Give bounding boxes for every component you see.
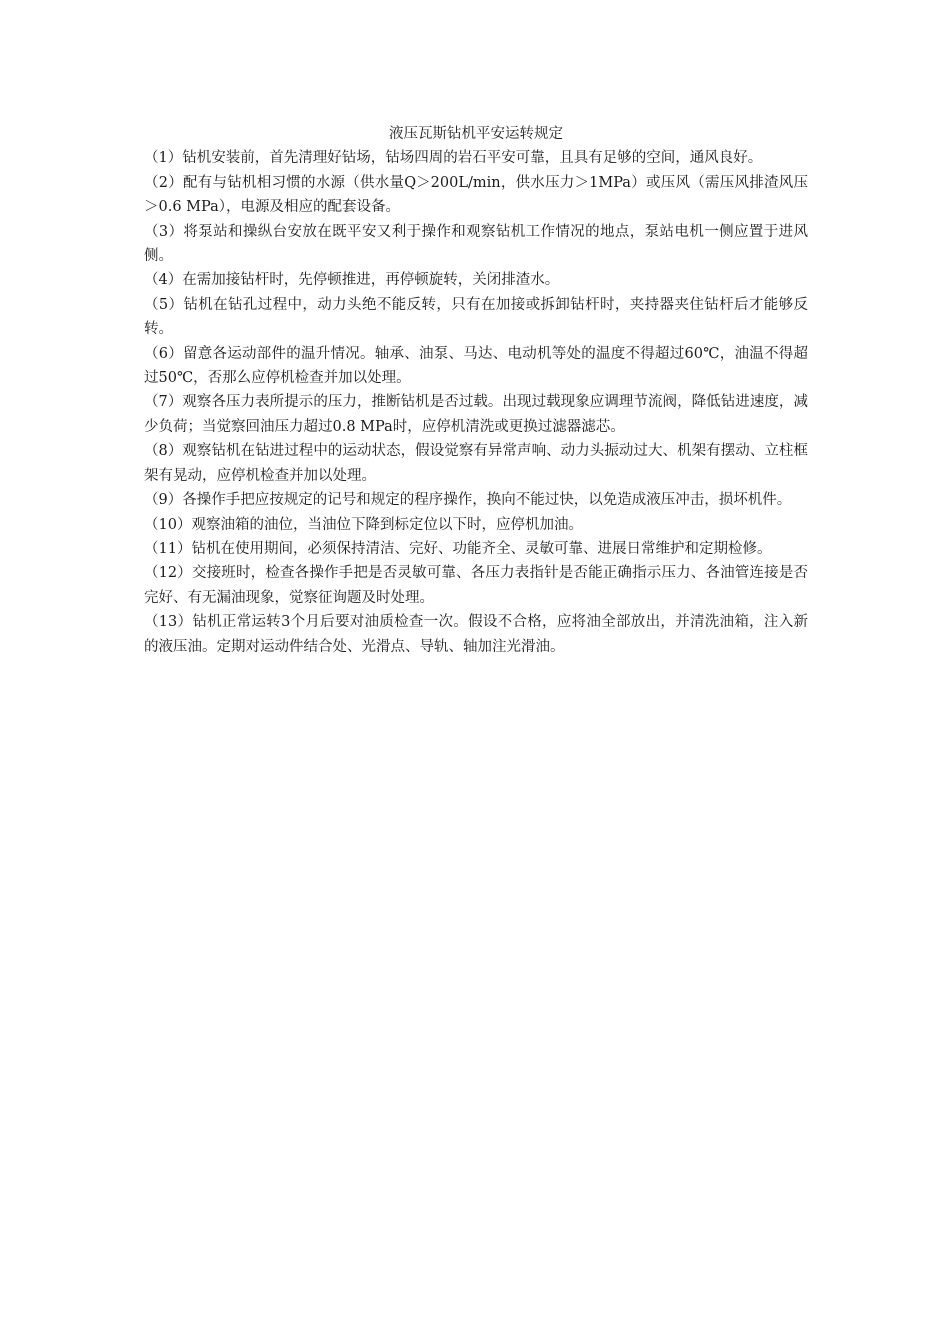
paragraph-8: （8）观察钻机在钻进过程中的运动状态，假设觉察有异常声响、动力头振动过大、机架有摆动、立柱框架有晃动，应停机检查并加以处理。 [144, 443, 808, 484]
paragraph-2: （2）配有与钻机相习惯的水源（供水量Q＞200L/min，供水压力＞1MPa）或压风（需压风排渣风压＞0.6 MPa），电源及相应的配套设备。 [144, 174, 808, 216]
paragraph-13: （13）钻机正常运转3个月后要对油质检查一次。假设不合格，应将油全部放出，并清洗油箱，注入新的液压油。定期对运动件结合处、光滑点、导轨、轴加注光滑油。 [144, 614, 808, 655]
paragraph-7: （7）观察各压力表所提示的压力，推断钻机是否过载。出现过载现象应调理节流阀，降低钻进速度，减少负荷；当觉察回油压力超过0.8 MPa时，应停机清洗或更换过滤器滤芯。 [144, 394, 808, 435]
paragraph-12: （12）交接班时，检查各操作手把是否灵敏可靠、各压力表指针是否能正确指示压力、各油管连接是否完好、有无漏油现象，觉察征询题及时处理。 [144, 565, 808, 606]
paragraph-11: （11）钻机在使用期间，必须保持清洁、完好、功能齐全、灵敏可靠、进展日常维护和定期检修。 [144, 540, 772, 557]
paragraph-3: （3）将泵站和操纵台安放在既平安又利于操作和观察钻机工作情况的地点，泵站电机一侧应置于进风侧。 [144, 223, 808, 265]
paragraph-1: （1）钻机安装前，首先清理好钻场，钻场四周的岩石平安可靠，且具有足够的空间，通风良好。 [144, 150, 763, 167]
paragraph-5: （5）钻机在钻孔过程中，动力头绝不能反转，只有在加接或拆卸钻杆时，夹持器夹住钻杆后才能够反转。 [144, 296, 808, 338]
paragraph-9: （9）各操作手把应按规定的记号和规定的程序操作，换向不能过快，以免造成液压冲击，损坏机件。 [144, 492, 792, 509]
paragraph-4: （4）在需加接钻杆时，先停顿推进，再停顿旋转，关闭排渣水。 [144, 272, 560, 289]
document-body [144, 122, 808, 659]
paragraph-10: （10）观察油箱的油位，当油位下降到标定位以下时，应停机加油。 [144, 516, 583, 533]
paragraph-6: （6）留意各运动部件的温升情况。轴承、油泵、马达、电动机等处的温度不得超过60℃，油温不得超过50℃，否那么应停机检查并加以处理。 [144, 345, 808, 387]
document-title: 液压瓦斯钻机平安运转规定 [389, 126, 563, 142]
